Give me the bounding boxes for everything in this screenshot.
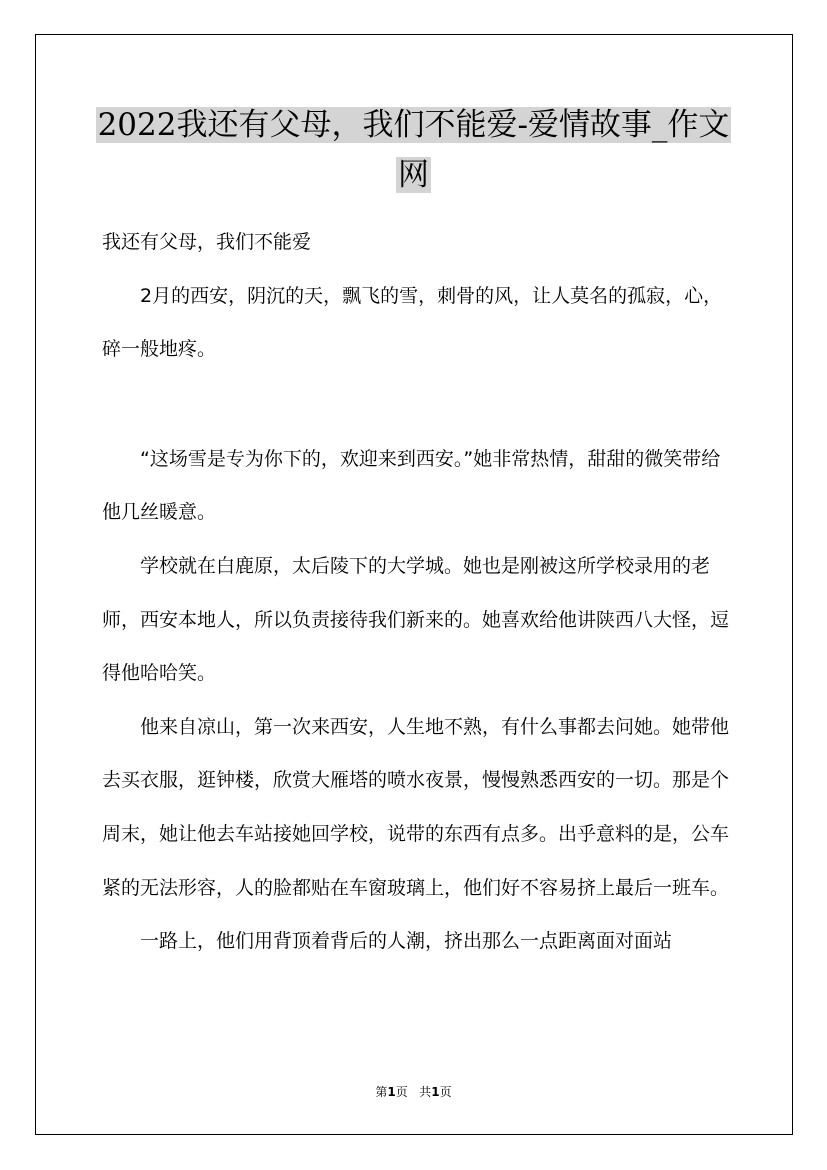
page-footer: [0, 1083, 827, 1100]
footer-page-number: 1: [387, 1085, 396, 1099]
title-line-1: 2022我还有父母，我们不能爱-爱情故事_作文: [97, 107, 730, 143]
blank-gap: [102, 377, 732, 433]
paragraph-3: 学校就在白鹿原，太后陵下的大学城。她也是刚被这所学校录用的老师，西安本地人，所以负责接待我们新来的。她喜欢给他讲陕西八大怪，逗得他哈哈笑。: [102, 554, 730, 685]
document-title: [60, 100, 767, 200]
paragraph-1: 2月的西安，阴沉的天，飘飞的雪，刺骨的风，让人莫名的孤寂，心，碎一般地疼。: [102, 284, 723, 361]
paragraph-5: 一路上，他们用背顶着背后的人潮，挤出那么一点距离面对面站: [140, 930, 673, 953]
footer-total-suffix: 页: [439, 1085, 452, 1099]
paragraph-4: 他来自凉山，第一次来西安，人生地不熟，有什么事都去问她。她带他去买衣服，逛钟楼，欣赏大雁塔的喷水夜景，慢慢熟悉西安的一切。那是个周末，她让他去车站接她回学校，说带的东西有点多。出乎意料的是，公车紧的无法形容，人的脸都贴在车窗玻璃上，他们好不容易挤上最后一班车。: [102, 715, 730, 899]
subtitle: 我还有父母，我们不能爱: [102, 231, 312, 253]
footer-total-prefix: 共: [419, 1085, 432, 1099]
document-body: [102, 216, 732, 969]
footer-total-number: 1: [431, 1085, 440, 1099]
footer-page-suffix: 页: [395, 1085, 408, 1099]
footer-page-prefix: 第: [375, 1085, 388, 1099]
title-line-2: 网: [398, 157, 429, 193]
paragraph-2: “这场雪是专为你下的，欢迎来到西安。”她非常热情，甜甜的微笑带给他几丝暖意。: [102, 447, 721, 524]
